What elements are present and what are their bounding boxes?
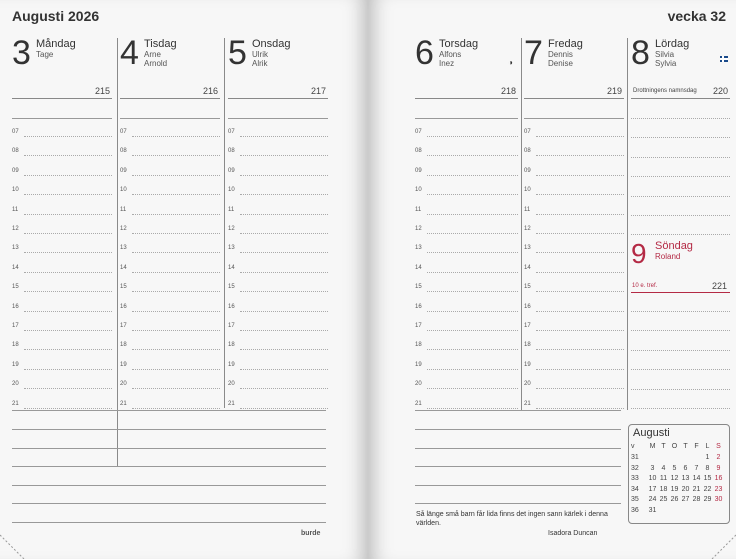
hour-line <box>24 349 112 350</box>
hour-label: 12 <box>524 226 531 232</box>
hour-label: 07 <box>120 129 127 135</box>
hour-label: 11 <box>524 206 531 213</box>
day-of-year: 219 <box>606 86 622 96</box>
hour-line <box>132 311 220 312</box>
hour-line <box>240 252 328 253</box>
hour-label: 14 <box>524 264 531 271</box>
hour-line <box>240 136 328 137</box>
hour-line <box>427 136 518 137</box>
name-days: Ulrik Alrik <box>252 50 268 68</box>
hour-label: 17 <box>228 323 235 329</box>
sunday-number: 9 <box>631 238 647 269</box>
day-of-year-row <box>415 86 518 99</box>
hour-line <box>24 175 112 176</box>
hour-line <box>240 155 328 156</box>
hour-line <box>24 408 112 409</box>
day-header-wednesday <box>228 36 328 76</box>
note-line <box>12 466 326 467</box>
day-header-saturday <box>631 36 731 76</box>
calendar-day: 14 <box>692 475 701 483</box>
day-header-friday <box>524 36 624 76</box>
calendar-day: S <box>716 443 721 450</box>
day-name: Fredag <box>548 38 583 50</box>
calendar-day: 23 <box>714 485 723 493</box>
hour-line <box>427 408 518 409</box>
calendar-day: 15 <box>703 475 712 483</box>
hour-label: 17 <box>524 323 531 329</box>
hour-line <box>132 388 220 389</box>
hour-label: 16 <box>12 303 19 310</box>
hour-label: 15 <box>415 284 422 291</box>
day-of-year: 220 <box>712 86 728 96</box>
calendar-day: 17 <box>648 485 657 493</box>
hour-label: 21 <box>415 400 422 407</box>
hour-line <box>132 252 220 253</box>
hour-label: 18 <box>120 342 127 349</box>
hour-label: 20 <box>415 381 422 388</box>
hour-label: 19 <box>12 361 19 368</box>
calendar-day: 26 <box>670 496 679 504</box>
hour-label: 07 <box>524 129 531 135</box>
calendar-day: 10 <box>648 475 657 483</box>
day-header-thursday <box>415 36 515 76</box>
calendar-day: 22 <box>703 485 712 493</box>
note-line <box>12 503 326 504</box>
hour-line <box>24 369 112 370</box>
day-of-year: 218 <box>500 86 516 96</box>
hour-line <box>536 155 624 156</box>
hour-label: 14 <box>415 264 422 271</box>
swedish-flag-icon <box>720 56 728 62</box>
hour-label: 09 <box>120 167 127 174</box>
mini-calendar-week <box>629 486 729 495</box>
hour-label: 21 <box>12 400 19 407</box>
calendar-day: F <box>694 443 699 450</box>
hour-label: 19 <box>524 361 531 368</box>
hour-line <box>132 369 220 370</box>
day-number: 3 <box>12 34 31 72</box>
column-divider <box>627 38 628 410</box>
hour-line <box>536 214 624 215</box>
hour-label: 20 <box>524 381 531 388</box>
ruled-line <box>631 292 730 293</box>
hour-label: 09 <box>524 167 531 174</box>
note-line <box>12 410 326 411</box>
calendar-day: 5 <box>672 464 677 472</box>
queen-nameday-note: Drottningens namnsdag <box>633 88 697 94</box>
hour-label: 08 <box>228 148 235 155</box>
column-divider <box>224 38 225 408</box>
hour-line <box>536 194 624 195</box>
week-number: 33 <box>631 475 639 483</box>
calendar-day: 25 <box>659 496 668 504</box>
hour-line <box>24 252 112 253</box>
hour-label: 19 <box>228 361 235 368</box>
hour-label: 17 <box>12 323 19 329</box>
sunday-name: Söndag <box>655 240 693 252</box>
hour-label: 12 <box>415 226 422 232</box>
hour-label: 12 <box>12 226 19 232</box>
hour-line <box>536 369 624 370</box>
calendar-day: 27 <box>681 496 690 504</box>
month-title: Augusti 2026 <box>12 8 100 24</box>
saturday-line <box>631 234 730 235</box>
hour-line <box>240 194 328 195</box>
quote-text: Så länge små barn får lida finns det ingen sann kärlek i denna världen. <box>416 511 608 527</box>
hour-line <box>427 272 518 273</box>
day-of-year-row <box>120 86 220 99</box>
hour-line <box>427 155 518 156</box>
corner-decoration-left <box>0 529 30 559</box>
ruled-line <box>228 118 328 119</box>
calendar-day: 19 <box>670 485 679 493</box>
hour-label: 11 <box>12 206 19 213</box>
sunday-church-note: 10 e. tref. <box>632 283 658 289</box>
day-name: Torsdag <box>439 38 479 50</box>
hour-label: 18 <box>524 342 531 349</box>
note-line <box>415 429 621 430</box>
mini-calendar-title: Augusti <box>633 427 670 439</box>
name-days: Alfons Inez <box>439 50 462 68</box>
note-line <box>12 429 326 430</box>
note-line <box>415 410 621 411</box>
hour-label: 08 <box>12 148 19 155</box>
hour-line <box>24 291 112 292</box>
mini-calendar-week <box>629 475 729 484</box>
hour-line <box>24 194 112 195</box>
name-days: Tage <box>36 50 54 59</box>
sunday-line <box>631 369 730 370</box>
hour-line <box>132 233 220 234</box>
sunday-line <box>631 408 730 409</box>
hour-label: 15 <box>524 284 531 291</box>
hour-label: 08 <box>415 148 422 155</box>
hour-label: 19 <box>415 361 422 368</box>
day-name: Måndag <box>36 38 76 50</box>
note-line <box>12 485 326 486</box>
sunday-line <box>631 311 730 312</box>
hour-line <box>427 175 518 176</box>
day-header-monday <box>12 36 112 76</box>
hour-label: 13 <box>228 245 235 252</box>
saturday-line <box>631 118 730 119</box>
hour-label: 08 <box>524 148 531 155</box>
hour-label: 17 <box>415 323 422 329</box>
calendar-day: 12 <box>670 475 679 483</box>
saturday-line <box>631 157 730 158</box>
hour-line <box>427 194 518 195</box>
day-number: 6 <box>415 34 434 72</box>
hour-label: 18 <box>228 342 235 349</box>
hour-label: 15 <box>12 284 19 291</box>
hour-line <box>427 214 518 215</box>
calendar-day: 24 <box>648 496 657 504</box>
calendar-day: O <box>671 443 678 450</box>
hour-line <box>536 233 624 234</box>
mini-calendar-week <box>629 465 729 474</box>
name-days: Dennis Denise <box>548 50 573 68</box>
calendar-day: 8 <box>705 464 710 472</box>
calendar-day: 18 <box>659 485 668 493</box>
hour-label: 16 <box>228 303 235 310</box>
week-number: 31 <box>631 454 639 461</box>
hour-label: 09 <box>12 167 19 174</box>
hour-label: 11 <box>120 206 127 213</box>
saturday-line <box>631 215 730 216</box>
hour-label: 13 <box>12 245 19 252</box>
day-of-year-row <box>631 86 730 99</box>
hour-line <box>132 291 220 292</box>
day-name: Tisdag <box>144 38 177 50</box>
hour-label: 15 <box>120 284 127 291</box>
ruled-line <box>524 118 624 119</box>
mini-calendar-header <box>629 443 729 452</box>
hour-label: 20 <box>120 381 127 388</box>
mini-calendar-week <box>629 496 729 505</box>
calendar-day: 30 <box>714 496 723 504</box>
hour-label: 10 <box>12 187 19 194</box>
week-number: 35 <box>631 496 639 504</box>
saturday-line <box>631 176 730 177</box>
hour-line <box>240 388 328 389</box>
hour-line <box>240 233 328 234</box>
hour-label: 10 <box>228 187 235 194</box>
mini-calendar-week <box>629 454 729 463</box>
calendar-day: T <box>661 443 666 450</box>
hour-line <box>427 349 518 350</box>
hour-label: 07 <box>228 129 235 135</box>
hour-line <box>536 291 624 292</box>
brand-logo: burde <box>301 530 321 537</box>
day-header-tuesday <box>120 36 220 76</box>
hour-label: 14 <box>120 264 127 271</box>
day-number: 8 <box>631 34 650 72</box>
hour-label: 08 <box>120 148 127 155</box>
day-name: Onsdag <box>252 38 291 50</box>
hour-line <box>24 272 112 273</box>
moon-phase-icon: ◑ <box>508 58 513 67</box>
hour-label: 10 <box>120 187 127 194</box>
calendar-day: T <box>683 443 688 450</box>
hour-label: 21 <box>228 400 235 407</box>
hour-line <box>427 291 518 292</box>
hour-line <box>240 214 328 215</box>
calendar-day: 3 <box>650 464 655 472</box>
hour-line <box>536 330 624 331</box>
hour-line <box>24 214 112 215</box>
column-divider <box>117 38 118 466</box>
hour-line <box>240 272 328 273</box>
hour-label: 21 <box>120 400 127 407</box>
hour-label: 13 <box>415 245 422 252</box>
hour-label: 11 <box>228 206 235 213</box>
hour-label: 12 <box>228 226 235 232</box>
hour-label: 16 <box>524 303 531 310</box>
hour-line <box>132 194 220 195</box>
note-line <box>12 448 326 449</box>
sunday-line <box>631 389 730 390</box>
note-line <box>415 485 621 486</box>
hour-label: 09 <box>415 167 422 174</box>
calendar-day: M <box>649 443 656 450</box>
name-days: Silvia Sylvia <box>655 50 677 68</box>
hour-line <box>132 155 220 156</box>
corner-decoration-right <box>706 529 736 559</box>
day-of-year: 215 <box>94 86 110 96</box>
hour-line <box>24 136 112 137</box>
hour-line <box>240 349 328 350</box>
calendar-day: 6 <box>683 464 688 472</box>
hour-line <box>536 252 624 253</box>
calendar-day: 31 <box>648 507 657 514</box>
note-line <box>12 522 326 523</box>
hour-label: 16 <box>415 303 422 310</box>
hour-label: 17 <box>120 323 127 329</box>
hour-line <box>427 252 518 253</box>
hour-line <box>240 291 328 292</box>
calendar-day: 13 <box>681 475 690 483</box>
calendar-day: 29 <box>703 496 712 504</box>
hour-line <box>132 330 220 331</box>
hour-label: 07 <box>12 129 19 135</box>
hour-line <box>132 136 220 137</box>
hour-label: 09 <box>228 167 235 174</box>
week-number: v <box>631 443 635 450</box>
note-line <box>415 466 621 467</box>
hour-label: 10 <box>524 187 531 194</box>
hour-line <box>132 214 220 215</box>
mini-calendar <box>628 424 730 524</box>
hour-label: 14 <box>228 264 235 271</box>
day-of-year-row <box>228 86 328 99</box>
day-name: Lördag <box>655 38 690 50</box>
hour-line <box>427 330 518 331</box>
sunday-day-of-year: 221 <box>712 281 728 291</box>
hour-line <box>240 175 328 176</box>
sunday-name-day: Roland <box>655 252 681 261</box>
mini-calendar-week <box>629 507 729 516</box>
hour-line <box>132 175 220 176</box>
hour-label: 13 <box>120 245 127 252</box>
hour-line <box>132 349 220 350</box>
hour-line <box>24 155 112 156</box>
hour-label: 07 <box>415 129 422 135</box>
day-number: 7 <box>524 34 543 72</box>
week-number: 34 <box>631 485 639 493</box>
day-of-year: 217 <box>310 86 326 96</box>
hour-label: 18 <box>415 342 422 349</box>
note-line <box>415 448 621 449</box>
name-days: Arne Arnold <box>144 50 168 68</box>
quote-author: Isadora Duncan <box>548 530 598 537</box>
saturday-line <box>631 196 730 197</box>
calendar-day: 4 <box>661 464 666 472</box>
hour-label: 18 <box>12 342 19 349</box>
calendar-day: 28 <box>692 496 701 504</box>
calendar-day: 11 <box>659 475 668 483</box>
hour-line <box>24 233 112 234</box>
calendar-day: 21 <box>692 485 701 493</box>
hour-line <box>24 311 112 312</box>
ruled-line <box>415 118 518 119</box>
calendar-day: 16 <box>714 475 723 483</box>
calendar-day: L <box>705 443 710 450</box>
hour-label: 21 <box>524 400 531 407</box>
day-of-year: 216 <box>202 86 218 96</box>
calendar-day: 20 <box>681 485 690 493</box>
hour-label: 14 <box>12 264 19 271</box>
saturday-line <box>631 137 730 138</box>
hour-line <box>240 330 328 331</box>
week-title: vecka 32 <box>667 8 726 24</box>
hour-line <box>536 408 624 409</box>
sunday-line <box>631 330 730 331</box>
day-of-year-row <box>524 86 624 99</box>
sunday-line <box>631 350 730 351</box>
hour-line <box>132 272 220 273</box>
hour-line <box>536 349 624 350</box>
column-divider <box>521 38 522 410</box>
hour-line <box>24 330 112 331</box>
hour-label: 10 <box>415 187 422 194</box>
day-of-year-row <box>12 86 112 99</box>
ruled-line <box>120 118 220 119</box>
hour-line <box>536 388 624 389</box>
hour-line <box>427 233 518 234</box>
calendar-day: 7 <box>694 464 699 472</box>
calendar-day: 1 <box>705 454 710 461</box>
hour-line <box>536 311 624 312</box>
hour-line <box>427 369 518 370</box>
hour-line <box>240 408 328 409</box>
hour-label: 12 <box>120 226 127 232</box>
hour-label: 19 <box>120 361 127 368</box>
hour-label: 16 <box>120 303 127 310</box>
hour-line <box>427 311 518 312</box>
hour-line <box>536 175 624 176</box>
hour-line <box>240 311 328 312</box>
hour-line <box>240 369 328 370</box>
hour-label: 13 <box>524 245 531 252</box>
hour-label: 20 <box>228 381 235 388</box>
day-number: 5 <box>228 34 247 72</box>
hour-line <box>536 136 624 137</box>
week-number: 36 <box>631 507 639 514</box>
calendar-day: 9 <box>716 464 721 472</box>
hour-line <box>427 388 518 389</box>
ruled-line <box>12 118 112 119</box>
hour-line <box>132 408 220 409</box>
week-number: 32 <box>631 464 639 472</box>
calendar-day: 2 <box>716 454 721 461</box>
hour-label: 11 <box>415 206 422 213</box>
hour-line <box>536 272 624 273</box>
hour-label: 15 <box>228 284 235 291</box>
hour-label: 20 <box>12 381 19 388</box>
hour-line <box>24 388 112 389</box>
note-line <box>415 503 621 504</box>
day-number: 4 <box>120 34 139 72</box>
